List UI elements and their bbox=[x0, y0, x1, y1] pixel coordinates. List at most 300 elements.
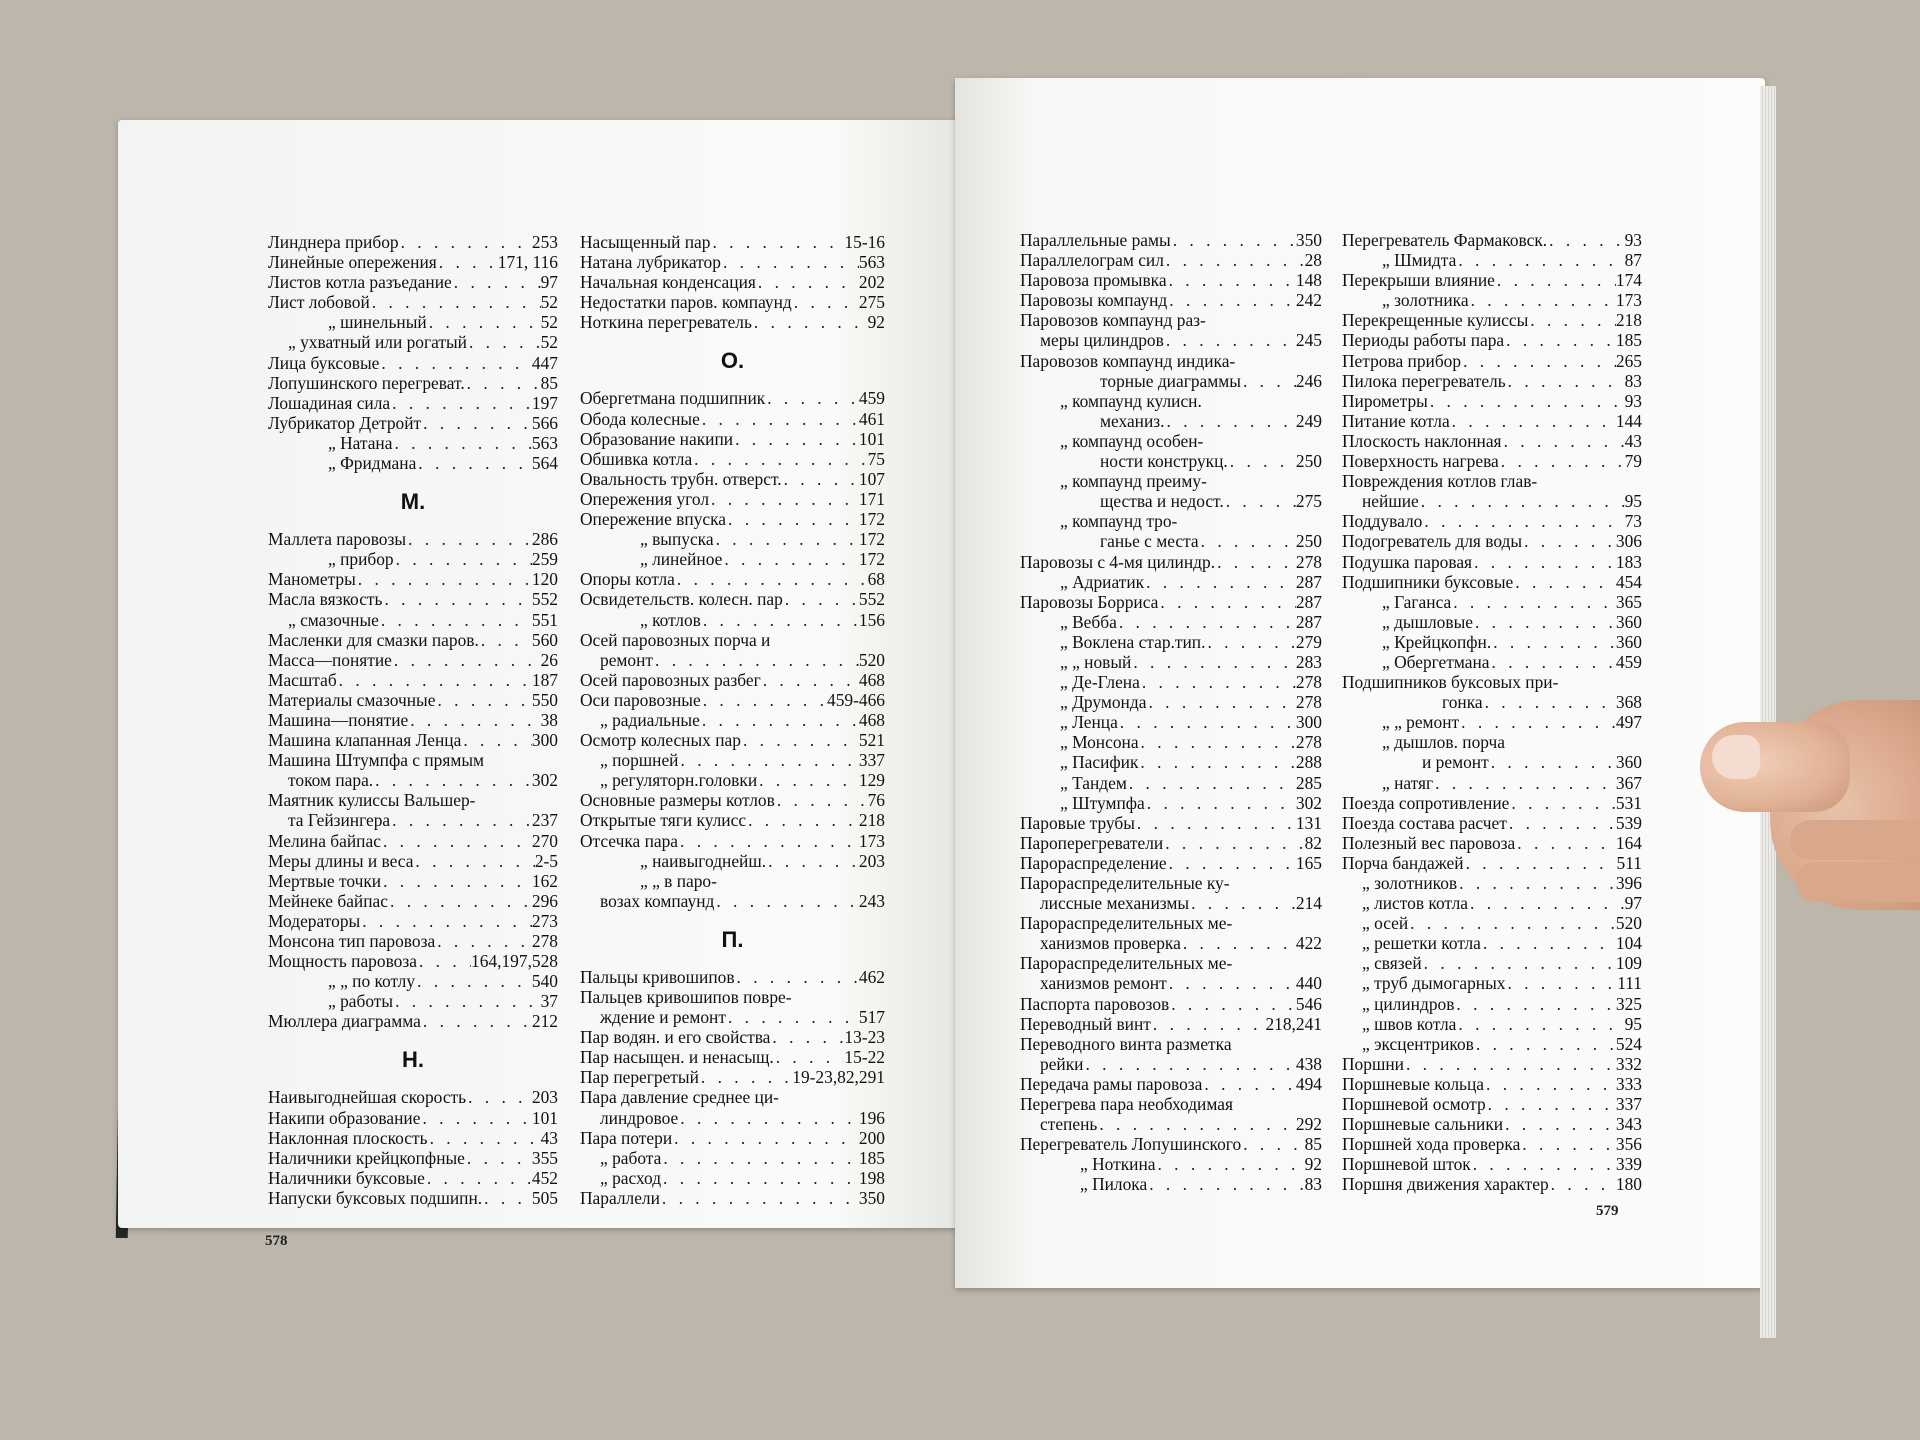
index-entry bbox=[268, 871, 558, 891]
entry-page: 278 bbox=[1295, 692, 1322, 713]
entry-term: „ Крейцкопфн. bbox=[1382, 631, 1492, 652]
entry-term: „ Тандем bbox=[1060, 772, 1127, 793]
entry-term: Подшипники буксовые bbox=[1342, 571, 1514, 592]
index-entry bbox=[268, 589, 558, 609]
dot-leader bbox=[370, 292, 541, 312]
dot-leader bbox=[1408, 913, 1616, 933]
entry-term: меры цилиндров bbox=[1040, 330, 1164, 351]
index-entry bbox=[268, 730, 558, 750]
index-entry bbox=[268, 690, 558, 710]
index-entry bbox=[580, 549, 885, 569]
index-entry bbox=[1342, 833, 1642, 853]
index-entry bbox=[1020, 612, 1322, 632]
dot-leader bbox=[379, 610, 532, 630]
dot-leader bbox=[1549, 1174, 1616, 1194]
index-entry bbox=[1020, 973, 1322, 993]
dot-leader bbox=[1155, 1154, 1304, 1174]
entry-page: 259 bbox=[531, 549, 558, 570]
entry-term: Перекрещенные кулиссы bbox=[1342, 310, 1529, 331]
index-entry bbox=[268, 911, 558, 931]
entry-term: Монсона тип паровоза bbox=[268, 931, 436, 951]
dot-leader bbox=[421, 413, 532, 433]
dot-leader bbox=[1145, 793, 1296, 813]
entry-page: 129 bbox=[858, 770, 885, 791]
entry-page: 287 bbox=[1295, 571, 1322, 592]
entry-page: 180 bbox=[1615, 1174, 1642, 1195]
entry-term: Параллельные рамы bbox=[1020, 230, 1171, 250]
index-entry bbox=[268, 332, 558, 352]
entry-page: 551 bbox=[531, 609, 558, 630]
entry-term: Пара потери bbox=[580, 1127, 673, 1148]
entry-term: торные диаграммы bbox=[1100, 370, 1241, 391]
entry-page: 171, 116 bbox=[497, 252, 558, 273]
entry-page: 172 bbox=[858, 529, 885, 550]
entry-page: 237 bbox=[531, 810, 558, 831]
entry-page: 185 bbox=[1615, 330, 1642, 351]
dot-leader bbox=[427, 312, 541, 332]
dot-leader bbox=[1228, 451, 1296, 471]
entry-page: 511 bbox=[1616, 852, 1642, 873]
dot-leader bbox=[678, 831, 859, 851]
entry-page: 196 bbox=[858, 1107, 885, 1128]
dot-leader bbox=[1139, 732, 1296, 752]
entry-term: „ листов котла bbox=[1362, 893, 1468, 914]
entry-page: 172 bbox=[858, 509, 885, 530]
entry-page: 93 bbox=[1624, 390, 1642, 411]
entry-page: 198 bbox=[858, 1167, 885, 1188]
entry-page: 243 bbox=[858, 890, 885, 911]
entry-page: 367 bbox=[1615, 772, 1642, 793]
dot-leader bbox=[1502, 431, 1625, 451]
index-entry bbox=[1342, 1134, 1642, 1154]
entry-term: возах компаунд bbox=[600, 890, 715, 911]
entry-term: Наивыгоднейшая скорость bbox=[268, 1087, 467, 1108]
dot-leader bbox=[1491, 632, 1616, 652]
entry-term: „ расход bbox=[600, 1167, 662, 1188]
index-entry bbox=[1342, 893, 1642, 913]
dot-leader bbox=[752, 312, 868, 332]
dot-leader bbox=[1509, 793, 1616, 813]
dot-leader bbox=[1499, 451, 1625, 471]
index-entry bbox=[1020, 230, 1322, 250]
index-entry bbox=[1342, 1014, 1642, 1034]
index-entry bbox=[1342, 1074, 1642, 1094]
entry-page: 174 bbox=[1615, 270, 1642, 291]
entry-page: 552 bbox=[531, 589, 558, 610]
index-entry bbox=[1020, 672, 1322, 692]
dot-leader bbox=[1483, 692, 1616, 712]
entry-term: „ труб дымогарных bbox=[1362, 973, 1506, 994]
index-entry bbox=[580, 1067, 885, 1087]
dot-leader bbox=[726, 1007, 859, 1027]
index-entry bbox=[268, 433, 558, 453]
entry-page: 275 bbox=[1295, 491, 1322, 512]
dot-leader bbox=[660, 1188, 859, 1208]
entry-term: ремонт bbox=[600, 649, 654, 670]
entry-term: Напуски буксовых подшипн. bbox=[268, 1187, 483, 1208]
index-entry bbox=[268, 1108, 558, 1128]
entry-term: Отсечка пара bbox=[580, 830, 679, 851]
entry-term: Манометры bbox=[268, 569, 356, 590]
index-entry bbox=[580, 1007, 885, 1027]
entry-term: Осей паровозных разбег bbox=[580, 669, 761, 690]
index-entry bbox=[1020, 471, 1322, 491]
entry-page: 148 bbox=[1295, 270, 1322, 291]
entry-page: 245 bbox=[1295, 330, 1322, 351]
index-entry bbox=[1020, 732, 1322, 752]
dot-leader bbox=[1215, 552, 1296, 572]
index-entry bbox=[1020, 270, 1322, 290]
dot-leader bbox=[1505, 973, 1617, 993]
entry-term: Паровозы Борриса bbox=[1020, 591, 1159, 612]
index-entry bbox=[1342, 511, 1642, 531]
index-entry bbox=[1020, 873, 1322, 893]
index-entry bbox=[268, 292, 558, 312]
index-entry bbox=[1342, 652, 1642, 672]
index-entry bbox=[1020, 1014, 1322, 1034]
entry-page: 250 bbox=[1295, 531, 1322, 552]
dot-leader bbox=[452, 272, 541, 292]
entry-page: 173 bbox=[858, 830, 885, 851]
index-entry bbox=[268, 851, 558, 871]
dot-leader bbox=[1490, 652, 1616, 672]
index-entry bbox=[1020, 752, 1322, 772]
index-entry bbox=[580, 312, 885, 332]
entry-page: 43 bbox=[1624, 430, 1642, 451]
entry-term: Поверхность нагрева bbox=[1342, 451, 1499, 472]
entry-page: 246 bbox=[1295, 370, 1322, 391]
dot-leader bbox=[675, 569, 868, 589]
entry-term: Маятник кулиссы Вальшер- bbox=[268, 790, 476, 811]
entry-page: 552 bbox=[858, 589, 885, 610]
entry-term: ности конструкц. bbox=[1100, 451, 1228, 472]
entry-page: 360 bbox=[1615, 611, 1642, 632]
index-entry bbox=[1020, 1094, 1322, 1114]
index-entry bbox=[1020, 913, 1322, 933]
index-entry bbox=[580, 770, 885, 790]
entry-page: 73 bbox=[1624, 511, 1642, 532]
entry-term: Пароперегреватели bbox=[1020, 832, 1164, 853]
entry-page: 396 bbox=[1615, 873, 1642, 893]
entry-page: 68 bbox=[867, 569, 885, 590]
index-entry bbox=[1020, 1154, 1322, 1174]
entry-page: 202 bbox=[858, 272, 885, 293]
entry-term: Лопушинского перегреват. bbox=[268, 372, 465, 393]
entry-term: „ линейное bbox=[640, 549, 723, 570]
entry-page: 185 bbox=[858, 1147, 885, 1168]
dot-leader bbox=[1456, 1014, 1624, 1034]
entry-term: „ котлов bbox=[640, 609, 701, 630]
entry-term: Обода колесные bbox=[580, 408, 700, 429]
index-entry bbox=[1342, 1094, 1642, 1114]
entry-page: 325 bbox=[1615, 993, 1642, 1014]
entry-page: 368 bbox=[1615, 692, 1642, 713]
entry-page: 337 bbox=[1615, 1094, 1642, 1115]
dot-leader bbox=[1419, 491, 1625, 511]
entry-page: 279 bbox=[1295, 631, 1322, 652]
entry-term: Пар насыщен. и ненасыщ. bbox=[580, 1047, 774, 1068]
entry-term: Пар водян. и его свойства bbox=[580, 1027, 771, 1048]
dot-leader bbox=[678, 1108, 859, 1128]
entry-page: 300 bbox=[531, 730, 558, 751]
entry-term: „ дышловые bbox=[1382, 611, 1473, 632]
index-entry bbox=[1342, 1174, 1642, 1194]
dot-leader bbox=[416, 453, 532, 473]
entry-term: „ компаунд преиму- bbox=[1060, 471, 1207, 492]
entry-term: Накипи образование bbox=[268, 1107, 421, 1128]
entry-term: Обергетмана подшипник bbox=[580, 388, 766, 409]
section-letter: О. bbox=[720, 348, 745, 374]
index-entry bbox=[268, 1011, 558, 1031]
index-entry bbox=[580, 690, 885, 710]
entry-page: 339 bbox=[1615, 1154, 1642, 1175]
entry-page: 540 bbox=[531, 971, 558, 992]
entry-page: 333 bbox=[1615, 1073, 1642, 1094]
entry-term: Подшипников буксовых при- bbox=[1342, 672, 1559, 693]
entry-term: ждение и ремонт bbox=[600, 1007, 726, 1028]
dot-leader bbox=[1241, 1134, 1304, 1154]
entry-page: 253 bbox=[531, 232, 558, 252]
index-entry bbox=[580, 987, 885, 1007]
entry-term: Лист лобовой bbox=[268, 292, 370, 313]
index-entry bbox=[1342, 994, 1642, 1014]
entry-page: 520 bbox=[1615, 913, 1642, 934]
dot-leader bbox=[406, 529, 532, 549]
dot-leader bbox=[792, 292, 859, 312]
dot-leader bbox=[1117, 612, 1296, 632]
entry-page: 250 bbox=[1295, 451, 1322, 472]
index-entry bbox=[1020, 632, 1322, 652]
index-entry bbox=[1342, 793, 1642, 813]
right-page-column-1 bbox=[1020, 230, 1322, 1195]
index-entry bbox=[1020, 712, 1322, 732]
entry-page: 165 bbox=[1295, 852, 1322, 873]
thumbnail bbox=[1712, 735, 1760, 779]
dot-leader bbox=[1468, 893, 1625, 913]
entry-term: „ Пасифик bbox=[1060, 752, 1139, 773]
dot-leader bbox=[388, 891, 532, 911]
entry-term: гонка bbox=[1442, 692, 1483, 713]
entry-term: „ Друмонда bbox=[1060, 692, 1147, 713]
entry-term: „ Ноткина bbox=[1080, 1154, 1156, 1175]
index-entry bbox=[580, 851, 885, 871]
entry-term: „ выпуска bbox=[640, 529, 714, 550]
index-entry bbox=[580, 409, 885, 429]
entry-page: 162 bbox=[531, 870, 558, 891]
index-entry bbox=[580, 529, 885, 549]
entry-term: „ компаунд тро- bbox=[1060, 511, 1178, 532]
index-entry bbox=[268, 569, 558, 589]
dot-leader bbox=[1456, 250, 1624, 270]
dot-leader bbox=[701, 690, 827, 710]
index-entry bbox=[268, 549, 558, 569]
entry-term: „ наивыгоднейш. bbox=[640, 850, 767, 871]
entry-term: Поезда сопротивление bbox=[1342, 792, 1510, 813]
entry-term: „ осей bbox=[1362, 913, 1409, 934]
index-entry bbox=[268, 1168, 558, 1188]
dot-leader bbox=[373, 770, 532, 790]
dot-leader bbox=[356, 569, 532, 589]
dot-leader bbox=[1504, 330, 1616, 350]
index-entry bbox=[268, 770, 558, 790]
entry-term: Пилока перегреватель bbox=[1342, 370, 1506, 391]
index-entry bbox=[268, 353, 558, 373]
index-entry bbox=[580, 750, 885, 770]
dot-leader bbox=[653, 650, 859, 670]
entry-term: Машина Штумпфа с прямым bbox=[268, 750, 485, 771]
entry-term: „ регуляторн.головки bbox=[600, 770, 758, 791]
index-entry bbox=[1342, 250, 1642, 270]
index-entry bbox=[580, 710, 885, 730]
dot-leader bbox=[692, 449, 867, 469]
index-entry bbox=[1020, 391, 1322, 411]
dot-leader bbox=[679, 750, 859, 770]
index-entry bbox=[1342, 330, 1642, 350]
dot-leader bbox=[1147, 1174, 1304, 1194]
dot-leader bbox=[465, 1148, 532, 1168]
dot-leader bbox=[1135, 813, 1296, 833]
dot-leader bbox=[1241, 371, 1296, 391]
entry-page: 131 bbox=[1295, 812, 1322, 833]
dot-leader bbox=[421, 1011, 532, 1031]
index-entry bbox=[1020, 552, 1322, 572]
entry-page: 38 bbox=[540, 709, 558, 730]
entry-page: 197 bbox=[531, 392, 558, 413]
entry-term: „ прибор bbox=[328, 549, 394, 570]
entry-term: Листов котла разъедание bbox=[268, 272, 452, 293]
index-entry bbox=[580, 449, 885, 469]
index-entry bbox=[1342, 1034, 1642, 1054]
dot-leader bbox=[1484, 1074, 1616, 1094]
index-entry bbox=[268, 1148, 558, 1168]
index-entry bbox=[268, 891, 558, 911]
entry-term: „ работа bbox=[600, 1147, 662, 1168]
entry-page: 270 bbox=[531, 830, 558, 851]
section-letter: Н. bbox=[402, 1047, 424, 1073]
entry-page: 524 bbox=[1615, 1033, 1642, 1054]
entry-term: Линейные опережения bbox=[268, 252, 437, 273]
index-entry bbox=[1342, 572, 1642, 592]
index-entry bbox=[268, 272, 558, 292]
index-entry bbox=[1020, 1034, 1322, 1054]
entry-term: линдровое bbox=[600, 1107, 679, 1128]
dot-leader bbox=[381, 831, 532, 851]
entry-term: Перекрыши влияние bbox=[1342, 270, 1495, 291]
entry-term: ханизмов проверка bbox=[1040, 933, 1181, 954]
entry-term: Паровоза промывка bbox=[1020, 270, 1167, 291]
dot-leader bbox=[479, 630, 532, 650]
entry-term: „ связей bbox=[1362, 953, 1422, 974]
index-entry bbox=[580, 509, 885, 529]
entry-page: 531 bbox=[1615, 792, 1642, 813]
entry-page: 350 bbox=[1295, 230, 1322, 250]
entry-page: 520 bbox=[858, 649, 885, 670]
index-entry bbox=[268, 790, 558, 810]
index-entry bbox=[1342, 471, 1642, 491]
entry-term: „ решетки котла bbox=[1362, 933, 1481, 954]
entry-term: Параллелограм сил bbox=[1020, 250, 1164, 271]
entry-term: „ золотников bbox=[1362, 873, 1458, 893]
dot-leader bbox=[1167, 290, 1296, 310]
entry-page: 546 bbox=[1295, 993, 1322, 1014]
index-entry bbox=[1020, 411, 1322, 431]
index-entry bbox=[580, 1188, 885, 1208]
index-entry bbox=[268, 610, 558, 630]
index-entry bbox=[1342, 230, 1642, 250]
entry-page: 459 bbox=[1615, 651, 1642, 672]
dot-leader bbox=[782, 469, 859, 489]
entry-term: „ „ в паро- bbox=[640, 870, 717, 891]
entry-term: Натана лубрикатор bbox=[580, 252, 721, 273]
entry-page: 173 bbox=[1615, 290, 1642, 311]
entry-page: 183 bbox=[1615, 551, 1642, 572]
index-entry bbox=[580, 831, 885, 851]
index-entry bbox=[1020, 351, 1322, 371]
dot-leader bbox=[770, 1027, 844, 1047]
entry-term: Парораспределение bbox=[1020, 852, 1167, 873]
entry-term: Наклонная плоскость bbox=[268, 1127, 428, 1148]
entry-term: Паспорта паровозов bbox=[1020, 993, 1170, 1014]
index-entry bbox=[1342, 531, 1642, 551]
index-entry bbox=[580, 670, 885, 690]
dot-leader bbox=[1457, 873, 1616, 893]
index-entry bbox=[1342, 1154, 1642, 1174]
entry-term: Пара давление среднее ци- bbox=[580, 1087, 779, 1108]
index-entry bbox=[1342, 1114, 1642, 1134]
entry-page: 273 bbox=[531, 910, 558, 931]
index-entry bbox=[580, 810, 885, 830]
entry-term: Опережения угол bbox=[580, 488, 710, 509]
entry-page: 97 bbox=[1624, 893, 1642, 914]
entry-term: рейки bbox=[1040, 1053, 1084, 1074]
entry-page: 462 bbox=[858, 966, 885, 987]
entry-page: 343 bbox=[1615, 1114, 1642, 1135]
dot-leader bbox=[783, 589, 859, 609]
dot-leader bbox=[1522, 531, 1616, 551]
entry-term: Овальность трубн. отверст. bbox=[580, 468, 782, 489]
index-entry bbox=[1342, 310, 1642, 330]
entry-term: ганье с места bbox=[1100, 531, 1199, 552]
index-entry bbox=[580, 429, 885, 449]
dot-leader bbox=[1481, 933, 1616, 953]
dot-leader bbox=[1144, 572, 1296, 592]
index-entry bbox=[580, 610, 885, 630]
index-entry bbox=[1020, 451, 1322, 471]
entry-term: Периоды работы пара bbox=[1342, 330, 1505, 351]
index-entry bbox=[1020, 933, 1322, 953]
entry-term: Образование накипи bbox=[580, 428, 734, 449]
index-entry bbox=[1020, 1174, 1322, 1194]
dot-leader bbox=[413, 851, 534, 871]
index-entry bbox=[1342, 552, 1642, 572]
index-entry bbox=[1342, 853, 1642, 873]
dot-leader bbox=[661, 1168, 859, 1188]
entry-term: „ шинельный bbox=[328, 312, 427, 333]
entry-term: Недостатки паров. компаунд bbox=[580, 292, 792, 313]
index-entry bbox=[1342, 773, 1642, 793]
entry-term: Пальцы кривошипов bbox=[580, 966, 735, 987]
dot-leader bbox=[1171, 230, 1296, 250]
entry-page: 82 bbox=[1304, 832, 1322, 853]
entry-page: 93 bbox=[1624, 230, 1642, 250]
dot-leader bbox=[1515, 833, 1616, 853]
entry-page: 278 bbox=[1295, 672, 1322, 693]
entry-page: 454 bbox=[1615, 571, 1642, 592]
entry-page: 461 bbox=[858, 408, 885, 429]
entry-term: Насыщенный пар bbox=[580, 232, 711, 252]
entry-term: Линднера прибор bbox=[268, 232, 399, 252]
entry-term: Парораспределительных ме- bbox=[1020, 953, 1233, 974]
